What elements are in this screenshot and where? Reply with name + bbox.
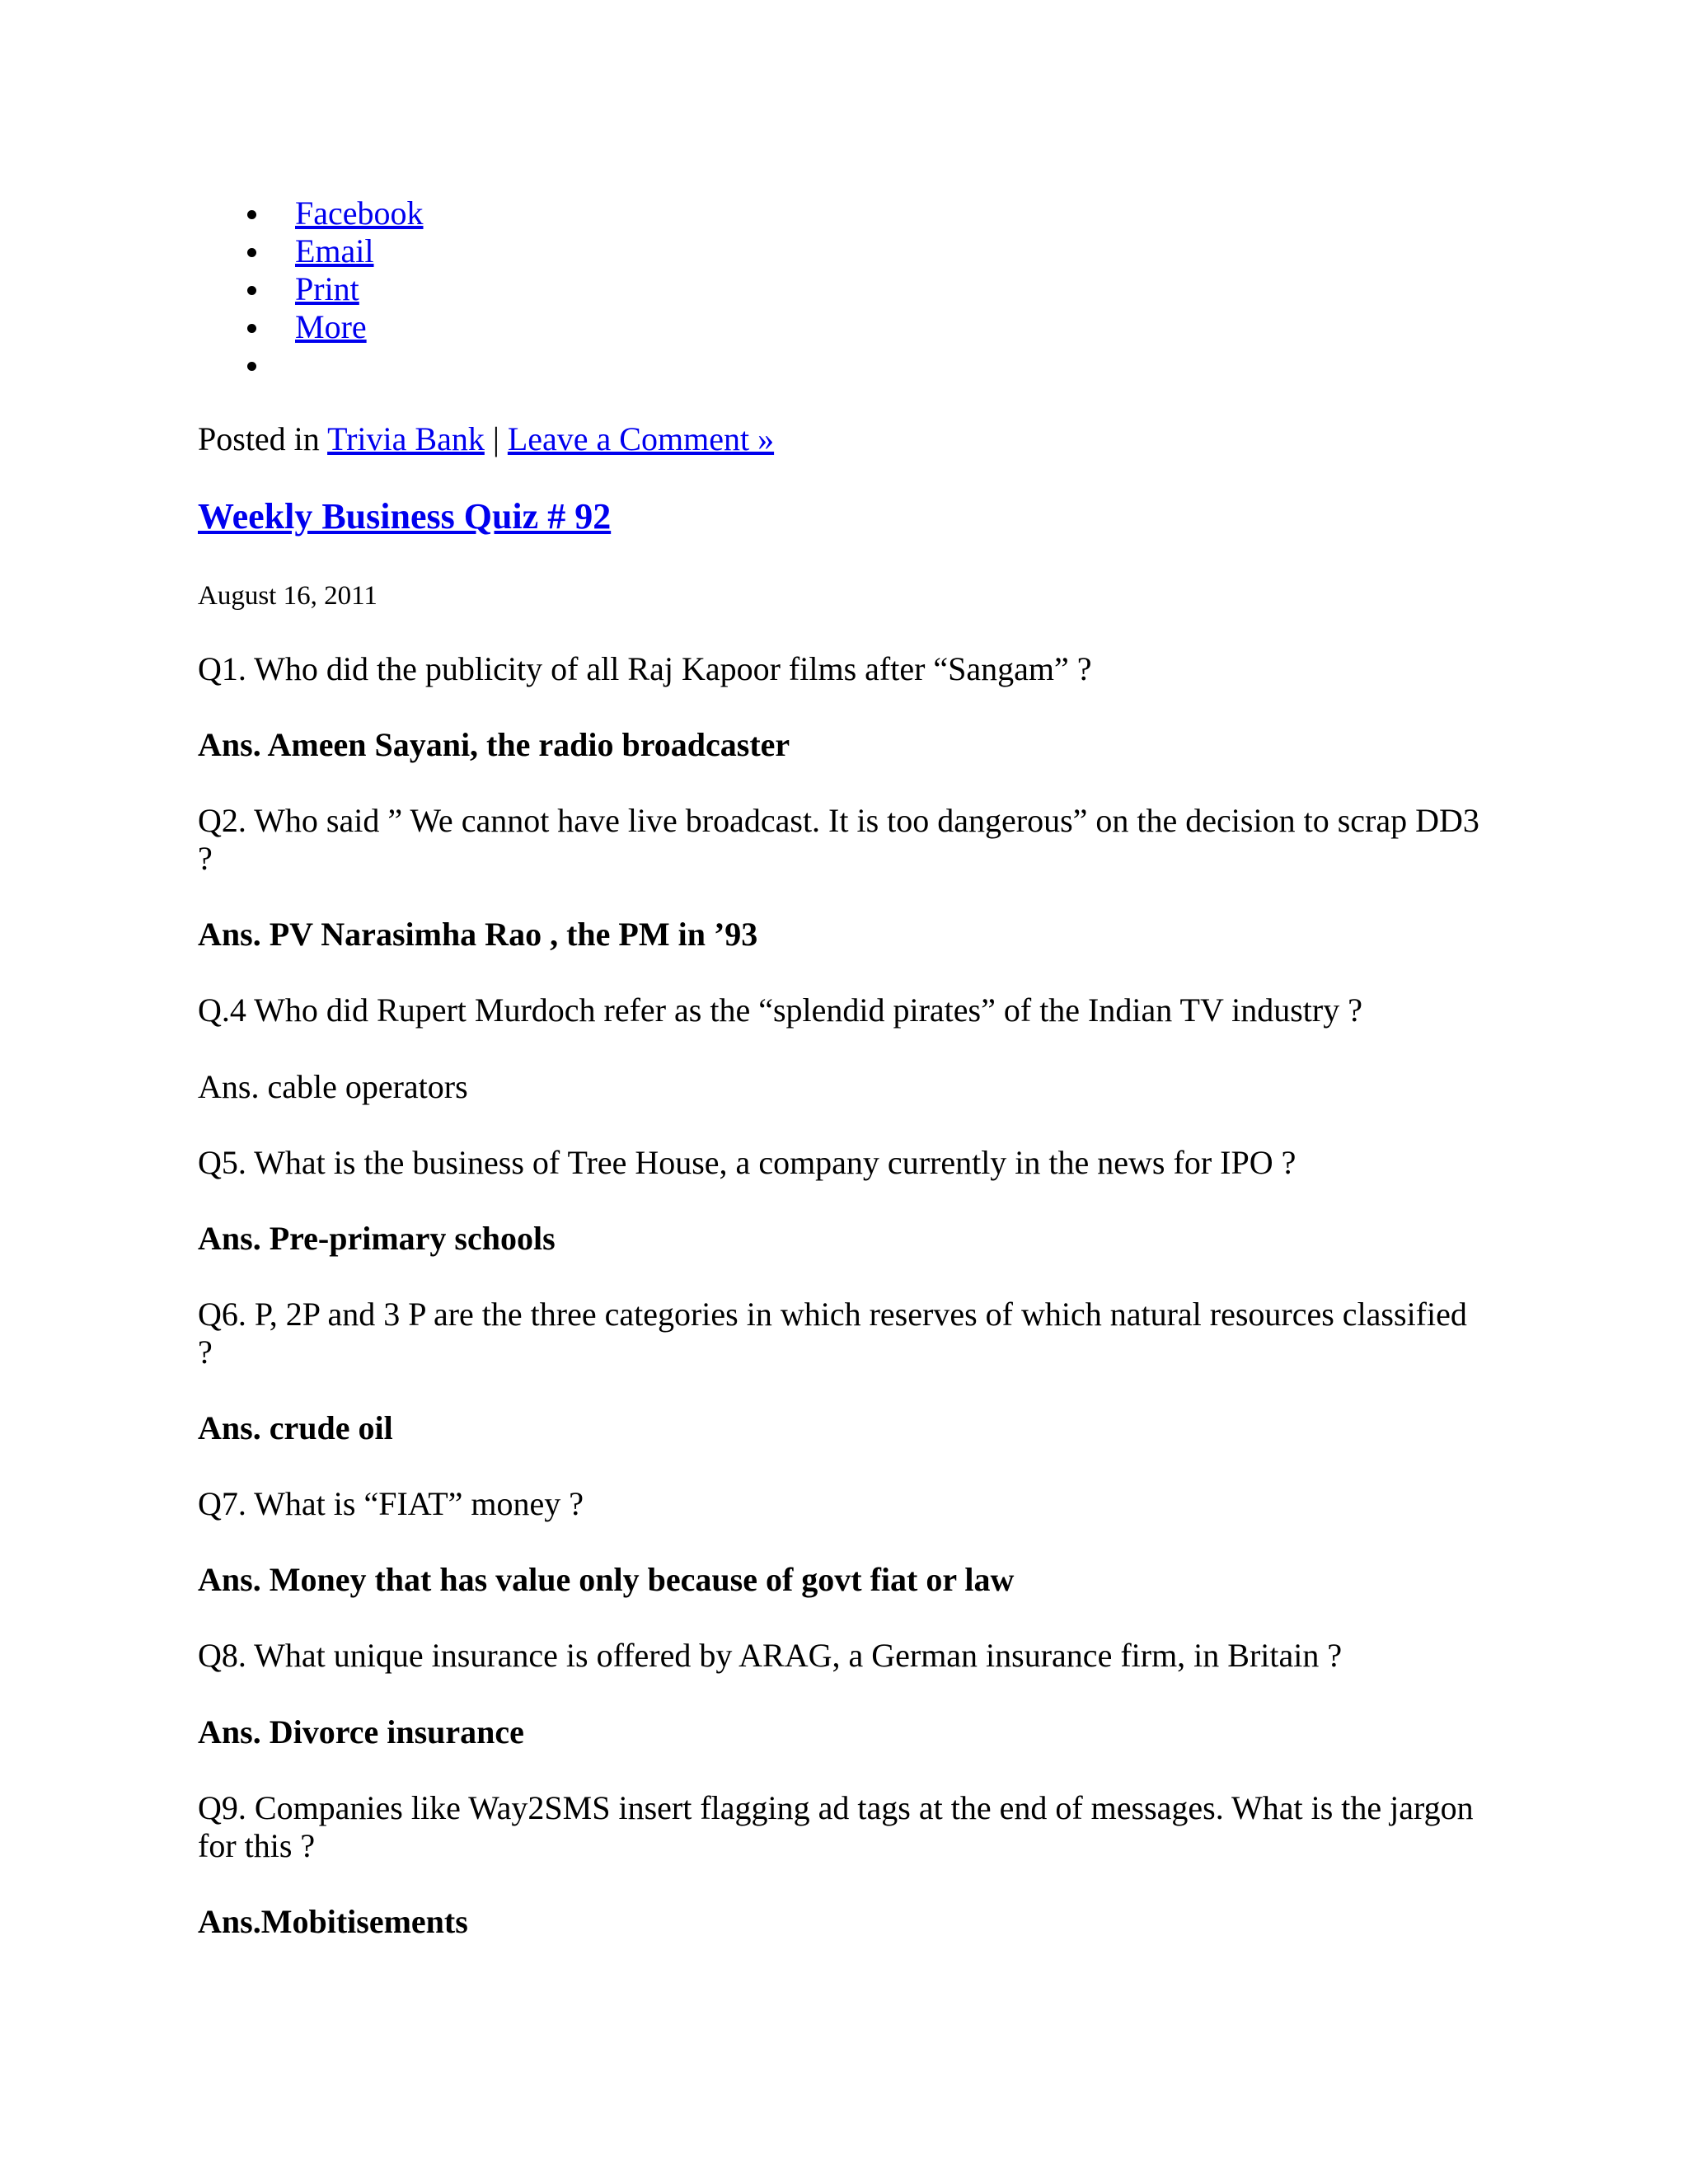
question-7: Q7. What is “FIAT” money ? <box>198 1485 584 1522</box>
bullet-icon <box>247 210 256 219</box>
posted-in-prefix: Posted in <box>198 420 328 457</box>
answer-2: Ans. PV Narasimha Rao , the PM in ’93 <box>198 916 758 953</box>
question-5: Q5. What is the business of Tree House, a company currently in the news for IPO ? <box>198 1144 1296 1181</box>
answer-7: Ans. Money that has value only because of govt fiat or law <box>198 1561 1015 1598</box>
post-title-container <box>198 498 611 536</box>
answer-4: Ans. cable operators <box>198 1068 468 1105</box>
leave-comment-link[interactable]: Leave a Comment » <box>507 420 775 457</box>
posted-in-line <box>198 420 774 458</box>
share-list <box>239 194 424 384</box>
share-item-facebook <box>239 194 424 232</box>
bullet-icon <box>247 362 256 371</box>
bullet-icon <box>247 248 256 257</box>
question-8: Q8. What unique insurance is offered by ARAG, a German insurance firm, in Britain ? <box>198 1637 1343 1674</box>
share-item-email <box>239 232 424 270</box>
post-date: August 16, 2011 <box>198 581 377 611</box>
question-1: Q1. Who did the publicity of all Raj Kapoor films after “Sangam” ? <box>198 650 1092 687</box>
question-6: Q6. P, 2P and 3 P are the three categories in which reserves of which natural resources classified ? <box>198 1296 1467 1371</box>
bullet-icon <box>247 286 256 295</box>
share-item-more <box>239 308 424 346</box>
answer-1: Ans. Ameen Sayani, the radio broadcaster <box>198 726 790 763</box>
more-link[interactable]: More <box>295 308 367 345</box>
bullet-icon <box>247 324 256 333</box>
share-item-empty <box>239 346 424 384</box>
posted-separator: | <box>484 420 508 457</box>
question-9: Q9. Companies like Way2SMS insert flagging ad tags at the end of messages. What is the jargon for this ? <box>198 1789 1474 1864</box>
answer-6: Ans. crude oil <box>198 1409 393 1446</box>
post-title-link[interactable]: Weekly Business Quiz # 92 <box>198 496 612 537</box>
answer-9: Ans.Mobitisements <box>198 1903 468 1940</box>
print-link[interactable]: Print <box>295 270 359 307</box>
facebook-link[interactable]: Facebook <box>295 194 424 232</box>
answer-8: Ans. Divorce insurance <box>198 1713 524 1750</box>
share-item-print <box>239 270 424 308</box>
question-4: Q.4 Who did Rupert Murdoch refer as the “splendid pirates” of the Indian TV industry ? <box>198 991 1362 1029</box>
category-link[interactable]: Trivia Bank <box>327 420 485 457</box>
answer-5: Ans. Pre-primary schools <box>198 1220 556 1257</box>
question-2: Q2. Who said ” We cannot have live broadcast. It is too dangerous” on the decision to scrap DD3 ? <box>198 802 1479 877</box>
email-link[interactable]: Email <box>295 232 374 269</box>
